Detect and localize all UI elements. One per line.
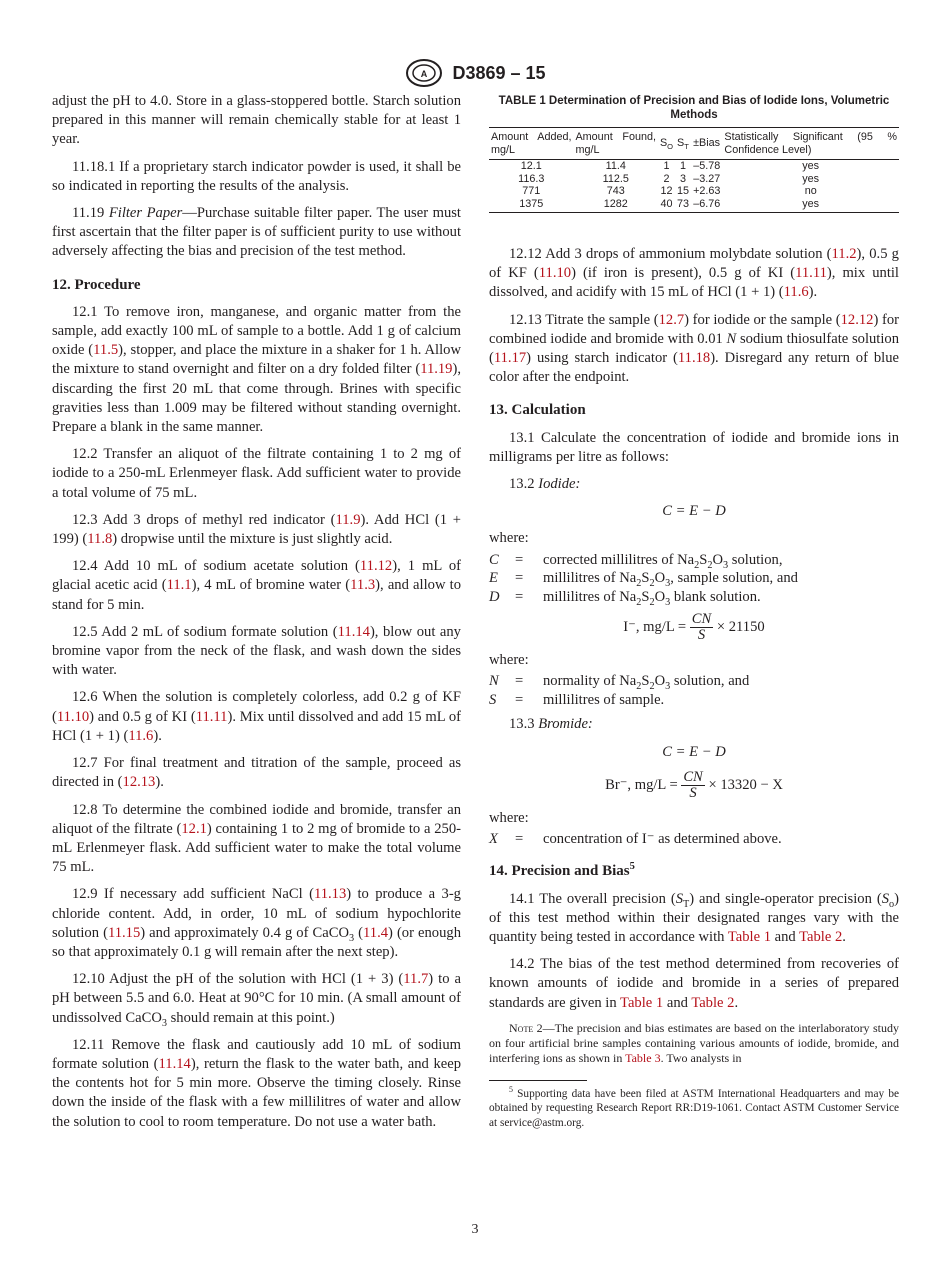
where-label: where: [489,652,529,669]
ref-link[interactable]: 11.5 [93,342,119,359]
footnote-5: $^5$ Supporting data have been filed at ASTM International Headquarters and may be obtained by requesting Research Report RR:D19-1061. Contact ASTM Customer Service at service@astm.org. [489,1085,899,1129]
ref-link[interactable]: 11.12 [359,558,393,575]
page-number: 3 [471,1222,479,1237]
ref-link[interactable]: 12.12 [840,311,874,328]
def-d: D = millilitres of $Na_2S_2O_3$ blank solution. [489,588,761,608]
ref-link[interactable]: 11.6 [128,727,154,744]
paragraph-13-2: 13.2 Iodide: [509,476,581,493]
astm-logo-icon [404,58,444,88]
paragraph-12-6: 12.6 When the solution is completely colorless, add 0.2 g of KF (11.10) and 0.5 g of KI (11.11). Mix until dissolved and add 15 mL of HCl (1 + 1) (11.6). [52,689,461,744]
footnote-divider [489,1080,587,1081]
ref-link[interactable]: 11.17 [493,350,527,367]
document-number: D3869 – 15 [452,62,546,83]
ref-link[interactable]: 11.9 [335,511,361,528]
ref-link[interactable]: 11.6 [783,284,809,301]
col-so: $S_O$ [658,128,675,160]
paragraph-13-1: 13.1 Calculate the concentration of iodide and bromide ions in milligrams per litre as follows: [489,429,899,465]
paragraph-12-2: 12.2 Transfer an aliquot of the filtrate containing 1 to 2 mg of iodide to a 250-mL Erlenmeyer flask. Add sufficient water to provide a total volume of 75 mL. [52,446,461,501]
ref-link[interactable]: 12.1 [181,820,207,837]
definitions-normality [489,672,899,709]
paragraph-12-11: 12.11 Remove the flask and cautiously add 10 mL of sodium formate solution (11.14), return the flask to the water bath, and keep the contents hot for 5 min more. Observe the timing closely. Rinse down the inside of the flask with a few millilitres of water and allow the solution to cool to room temperature. Do not use a water bath. [52,1036,461,1130]
col-bias: ±Bias [691,128,722,160]
col-amount-found: Amount Found, mg/L [573,128,657,160]
table-caption: TABLE 1 Determination of Precision and Bias of Iodide Ions, Volumetric Methods [498,95,890,121]
equation-iodide-mgl: I⁻, mg/L = $\frac{CN}{S}$ × 21150 [623,611,765,644]
table-row: 771 743 12 15 +2.63 no [522,185,817,197]
ref-link[interactable]: 11.1 [166,577,192,594]
def-n: N = normality of $Na_2S_2O_3$ solution, and [489,673,750,693]
ref-link[interactable]: 11.14 [158,1055,191,1072]
note-2: Note 2—The precision and bias estimates are based on the interlaboratory study on four artificial brine samples containing various amounts of iodide, bromide, and interfering ions as shown in Table 3. Two analysts in [489,1020,900,1065]
ref-link[interactable]: 11.7 [403,971,429,988]
col-amount-added: Amount Added, mg/L [489,128,573,160]
ref-link[interactable]: 11.18 [677,350,711,367]
paragraph-13-3: 13.3 Bromide: [509,716,593,733]
paragraph-11-18-1: 11.18.1 If a proprietary starch indicator powder is used, it shall be so indicated in reporting the results of the analysis. [52,158,461,194]
table-row: 12.1 11.4 1 1 –5.78 yes [520,160,820,172]
ref-link[interactable]: 11.15 [107,924,141,941]
ref-link[interactable]: 11.10 [56,708,90,725]
page-header [0,58,950,88]
paragraph-12-9: 12.9 If necessary add sufficient NaCl (11.13) to produce a 3-g chloride content. Add, in order, 10 mL of sodium hypochlorite solution (11.15) and approximately 0.4 g of CaCO$_3$ (11.4) (or enough so that approximately 0.1 g will remain after the next step). [52,886,461,960]
section-heading-calculation: 13. Calculation [489,402,586,419]
ref-link[interactable]: 11.8 [87,531,113,548]
table-row: 116.3 112.5 2 3 –3.27 yes [518,172,820,185]
section-heading-precision-bias: 14. Precision and Bias$^5$ [489,861,635,880]
ref-link[interactable]: 11.11 [195,708,228,725]
ref-link[interactable]: Table 1 [727,929,771,946]
paragraph-12-1: 12.1 To remove iron, manganese, and organic matter from the sample, add exactly 100 mL of sample to a bottle. Add 1 g of calcium oxide (11.5), stopper, and place the mixture in a shaker for 1 h. Allow the mixture to stand overnight and filter on a dry folded filter (11.19), discarding the first 20 mL that come through. Brines with specific gravities less than 1.009 may be filtered without standing overnight. Prepare a blank in the same manner. [52,303,461,436]
ref-link[interactable]: 11.2 [831,246,857,262]
def-c: C = corrected millilitres of $Na_2S_2O_3$ solution, [489,551,783,571]
definitions-bromide [489,830,899,849]
paragraph-14-1: 14.1 The overall precision $(S_T)$ and single-operator precision $(S_o)$ of this test method within their designated ranges vary with the quantity being tested in accordance with Table 1 and Table 2. [489,890,899,946]
where-label: where: [489,809,529,826]
left-column [52,92,461,1140]
ref-link[interactable]: 11.14 [337,623,370,640]
def-x: X = concentration of I⁻ as determined above. [489,830,782,847]
paragraph-12-13: 12.13 Titrate the sample (12.7) for iodide or the sample (12.12) for combined iodide and bromide with 0.01 N sodium thiosulfate solution (11.17) using starch indicator (11.18). Disregard any return of blue color after the endpoint. [489,311,900,386]
paragraph-12-7: 12.7 For final treatment and titration of the sample, proceed as directed in (12.13). [52,755,461,791]
ref-link[interactable]: Table 2 [691,994,735,1011]
paragraph-12-8: 12.8 To determine the combined iodide and bromide, transfer an aliquot of the filtrate (12.1) containing 1 to 2 mg of bromide to a 250-mL Erlenmeyer flask. Add sufficient water to make the total volume 75 mL. [52,801,461,876]
paragraph-12-4: 12.4 Add 10 mL of sodium acetate solution (11.12), 1 mL of glacial acetic acid (11.1), 4 mL of bromine water (11.3), and allow to stand for 5 min. [52,558,461,613]
precision-bias-table [489,127,899,213]
section-heading-procedure: 12. Procedure [52,276,141,293]
equation-bromide-mgl: Br⁻, mg/L = $\frac{CN}{S}$ × 13320 − X [605,768,783,801]
table-header-row [489,128,899,160]
where-label: where: [489,530,529,547]
ref-link[interactable]: Table 3 [625,1050,661,1065]
col-st: $S_T$ [675,128,691,160]
def-s: S = millilitres of sample. [489,691,665,708]
ref-link[interactable]: Table 1 [620,994,664,1011]
paragraph-12-12: 12.12 Add 3 drops of ammonium molybdate solution (11.2), 0.5 g of KF (11.10) (if iron is present), 0.5 g of KI (11.11), mix until dissolved, and acidify with 15 mL of HCl (1 + 1) (11.6). [489,246,899,301]
ref-link[interactable]: 12.13 [122,774,156,791]
equation-c-iodide: C = E − D [662,503,726,520]
ref-link[interactable]: 11.10 [538,265,572,282]
paragraph-12-10: 12.10 Adjust the pH of the solution with HCl (1 + 3) (11.7) to a pH between 5.5 and 6.0. Heat at 90°C for 10 min. (A small amount of undissolved CaCO$_3$ should remain at this point.) [52,971,461,1029]
paragraph-starch-storage: adjust the pH to 4.0. Store in a glass-stoppered bottle. Starch solution prepared in this manner will remain chemically stable for at least 1 year. [52,93,461,148]
ref-link[interactable]: Table 2 [799,929,843,946]
paragraph-12-3: 12.3 Add 3 drops of methyl red indicator (11.9). Add HCl (1 + 199) (11.8) dropwise until the mixture is just slightly acid. [52,511,461,548]
ref-link[interactable]: 12.7 [658,311,685,328]
ref-link[interactable]: 11.13 [313,886,347,903]
equation-c-bromide: C = E − D [662,743,726,760]
col-significant: Statistically Significant (95 % Confidence Level) [722,128,899,160]
def-e: E = millilitres of $Na_2S_2O_3$, sample solution, and [489,570,798,590]
ref-link[interactable]: 11.19 [420,361,453,378]
paragraph-14-2: 14.2 The bias of the test method determined from recoveries of known amounts of iodide and bromide in a series of prepared standards are given in Table 1 and Table 2. [489,956,899,1011]
definitions-iodide [489,551,899,607]
right-column [489,92,899,1138]
ref-link[interactable]: 11.4 [363,924,389,941]
paragraph-11-19: 11.19 Filter Paper—Purchase suitable filter paper. The user must first ascertain that the filter paper is of sufficient purity to use without adversely affecting the bias and precision of the test method. [52,205,461,260]
ref-link[interactable]: 11.3 [350,577,376,594]
ref-link[interactable]: 11.11 [795,265,827,282]
table-row: 1375 1282 40 73 –6.76 yes [489,198,899,213]
paragraph-12-5: 12.5 Add 2 mL of sodium formate solution (11.14), blow out any bromine vapor from the neck of the flask, and wash down the sides with water. [52,623,461,679]
svg-text:A: A [421,69,428,79]
